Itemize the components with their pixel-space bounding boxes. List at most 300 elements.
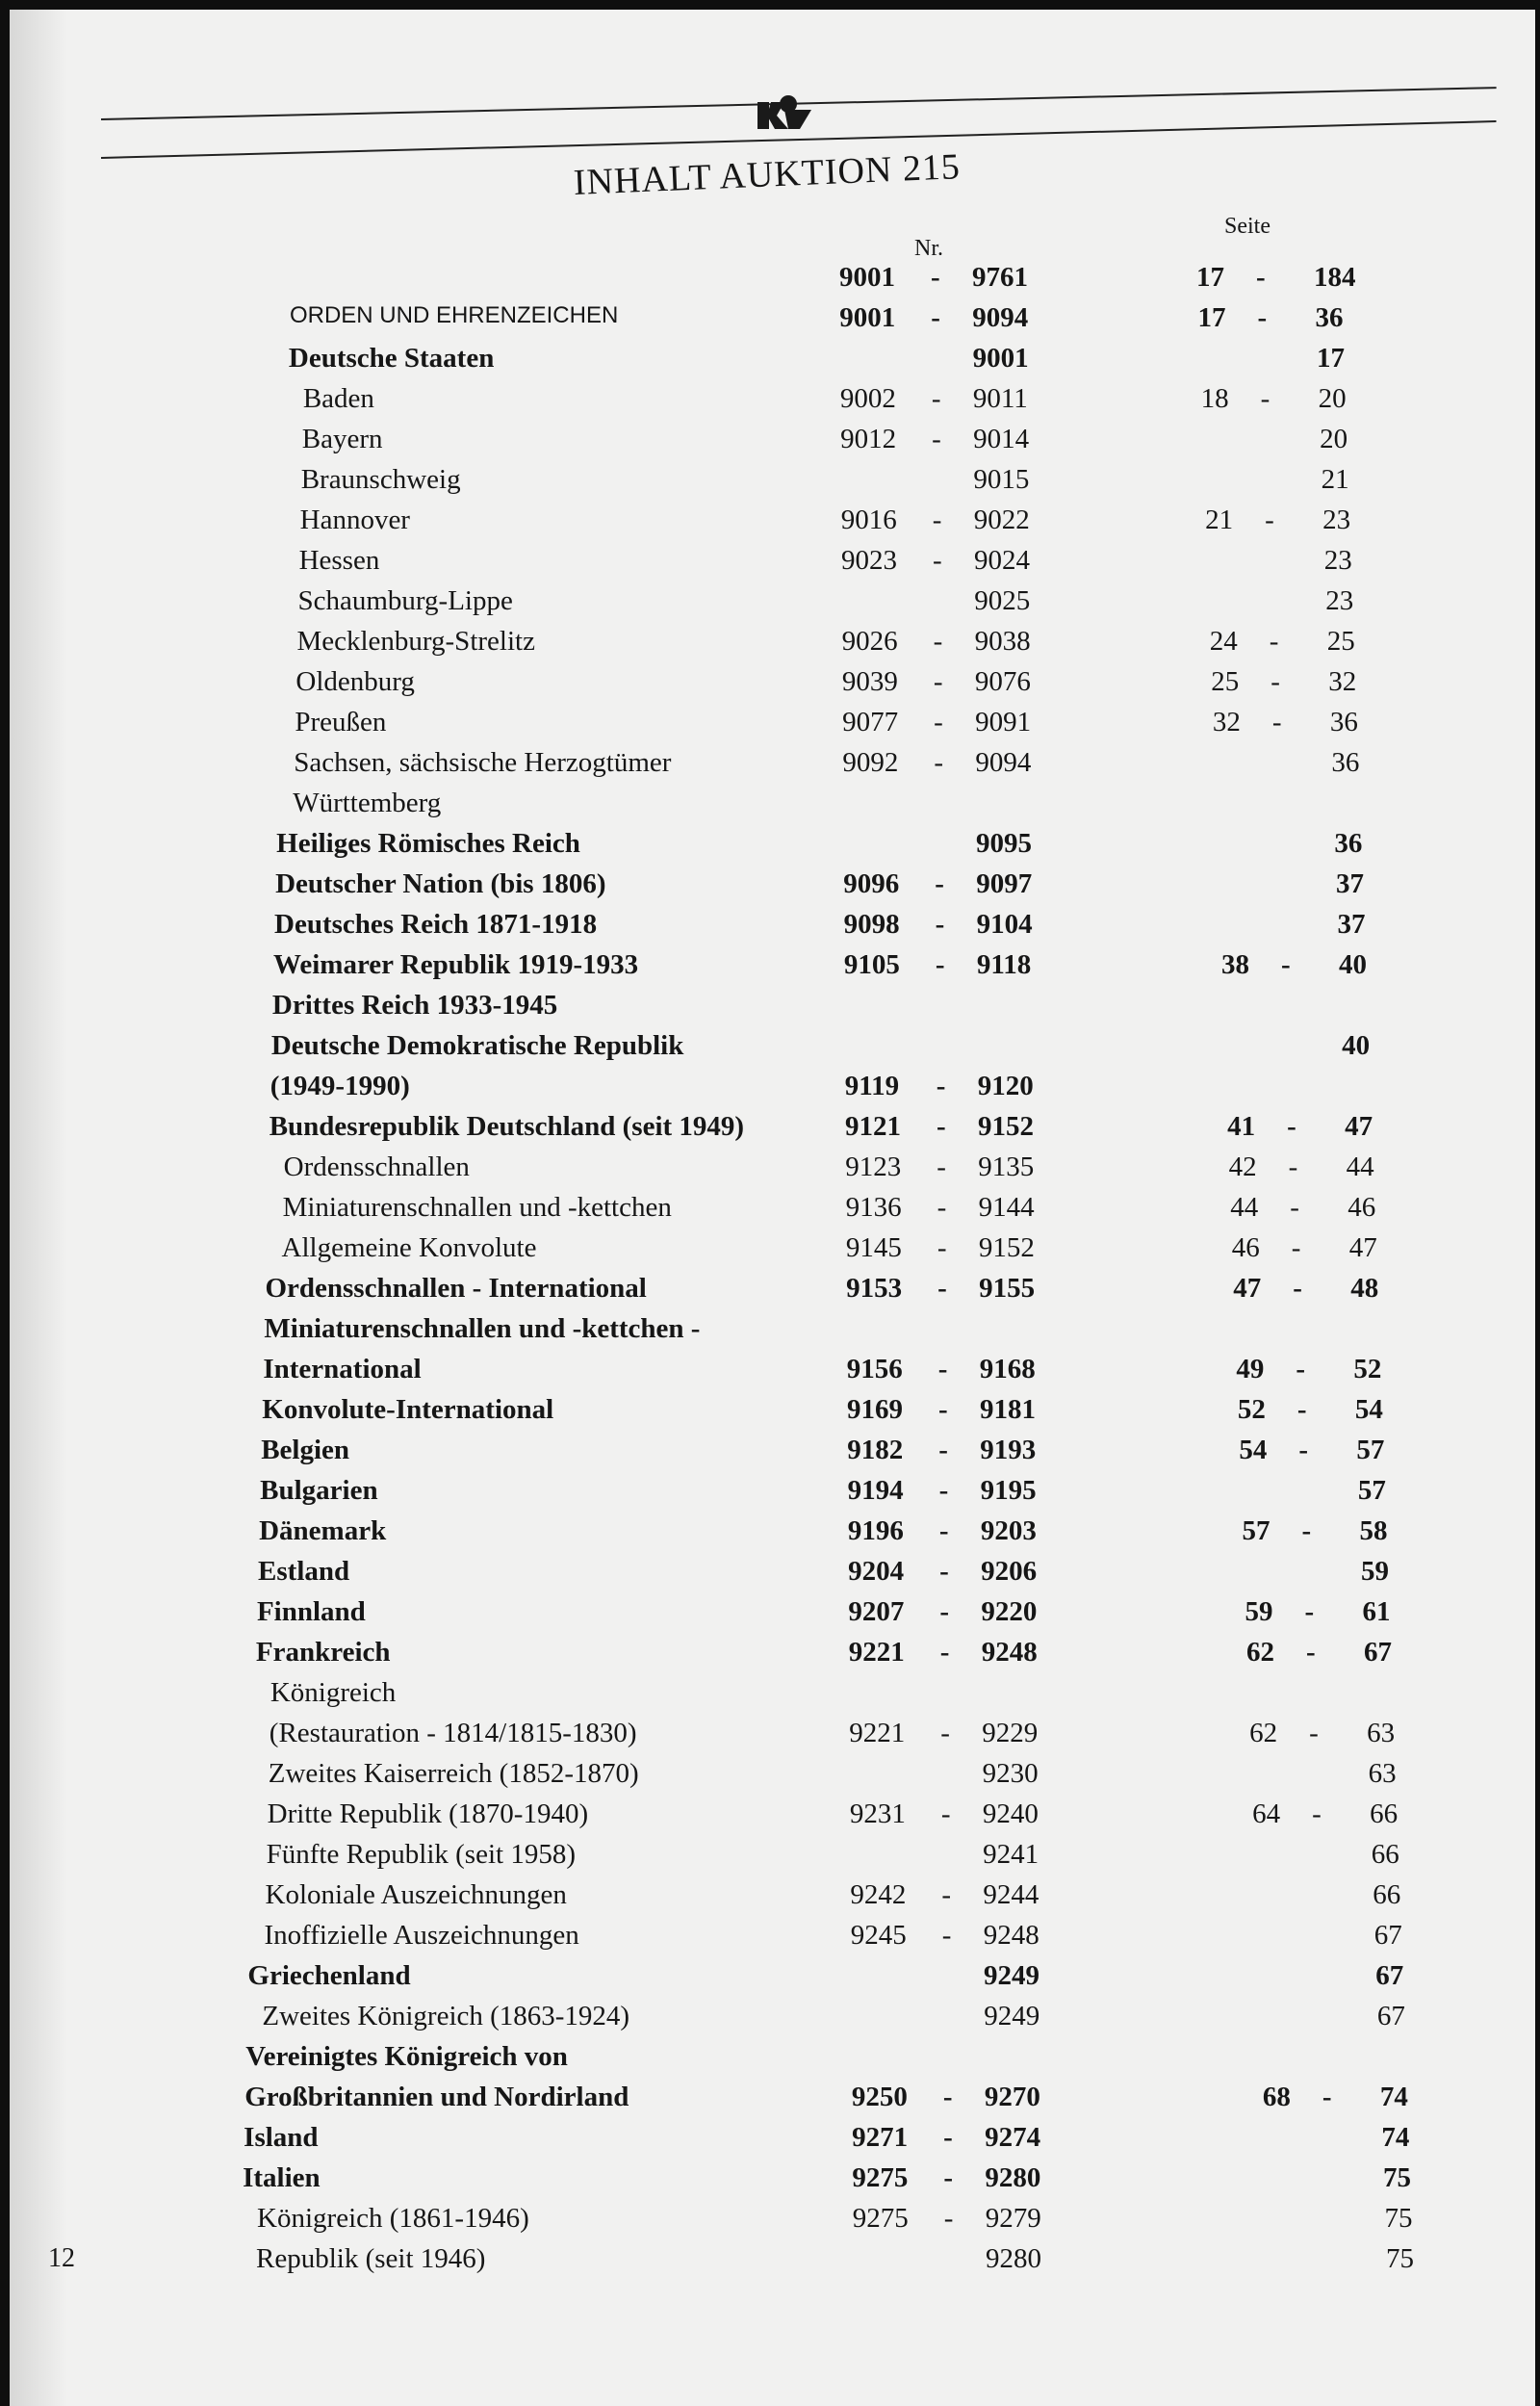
lot-number-to: 9076	[974, 666, 1031, 697]
lot-number-to: 9270	[984, 2082, 1040, 2112]
lot-number-to: 9097	[976, 868, 1033, 899]
range-dash: -	[1293, 1273, 1302, 1304]
range-dash: -	[940, 1798, 951, 1829]
page-from: 41	[1227, 1111, 1256, 1142]
toc-entry-label: Hessen	[298, 545, 380, 576]
lot-number-to: 9249	[984, 2001, 1040, 2031]
toc-entry-label: Preußen	[295, 707, 387, 737]
lot-number-to: 9280	[985, 2162, 1041, 2193]
toc-row	[10, 1920, 1535, 1958]
toc-entry-label: Mecklenburg-Strelitz	[296, 626, 535, 657]
range-dash: -	[933, 666, 943, 697]
page-to: 17	[1317, 343, 1346, 374]
lot-number-to: 9195	[980, 1475, 1037, 1506]
page-from: 62	[1249, 1718, 1278, 1748]
lot-number-to: 9022	[973, 504, 1030, 535]
page-to: 63	[1367, 1718, 1396, 1748]
toc-row	[10, 1758, 1535, 1797]
page-to: 46	[1348, 1192, 1376, 1223]
range-dash: -	[932, 424, 941, 454]
toc-entry-label: Ordensschnallen	[283, 1151, 470, 1182]
page-to: 59	[1360, 1556, 1389, 1587]
toc-row	[10, 383, 1535, 422]
lot-number-to: 9091	[975, 707, 1032, 737]
lot-number-to: 9203	[980, 1515, 1037, 1546]
page-from: 17	[1197, 302, 1226, 333]
page-to: 67	[1364, 1637, 1393, 1668]
lot-number-from: 9194	[847, 1475, 904, 1506]
toc-entry-label: Schaumburg-Lippe	[297, 585, 513, 616]
page-from: 62	[1246, 1637, 1275, 1668]
page-to: 57	[1357, 1475, 1386, 1506]
range-dash: -	[937, 1192, 947, 1223]
page-from: 44	[1230, 1192, 1259, 1223]
toc-row	[10, 2243, 1535, 2282]
toc-row	[10, 1515, 1535, 1554]
range-dash: -	[1306, 1637, 1316, 1668]
lot-number-from: 9092	[842, 747, 899, 778]
page-from: 24	[1209, 626, 1238, 657]
toc-entry-label: Finnland	[256, 1596, 366, 1627]
page-to: 75	[1384, 2203, 1413, 2234]
page-to: 58	[1359, 1515, 1388, 1546]
toc-entry-label: (1949-1990)	[270, 1071, 410, 1101]
range-dash: -	[933, 545, 942, 576]
lot-number-from: 9221	[849, 1718, 906, 1748]
range-dash: -	[1260, 383, 1270, 414]
range-dash: -	[1271, 707, 1282, 737]
range-dash: -	[937, 1232, 947, 1263]
page-from: 18	[1200, 383, 1229, 414]
lot-number-to: 9206	[981, 1556, 1038, 1587]
page-number: 12	[48, 2243, 75, 2273]
lot-number-to: 9193	[980, 1435, 1037, 1465]
range-dash: -	[931, 383, 941, 414]
page-to: 66	[1371, 1839, 1399, 1870]
lot-number-to: 9229	[982, 1718, 1039, 1748]
page-to: 66	[1370, 1798, 1399, 1829]
lot-number-from: 9136	[845, 1192, 902, 1223]
toc-entry-label: Miniaturenschnallen und -kettchen -	[264, 1313, 701, 1344]
page-from: 42	[1228, 1151, 1257, 1182]
toc-row	[10, 909, 1535, 947]
toc-row	[10, 1232, 1535, 1271]
lot-number-from: 9207	[848, 1596, 905, 1627]
toc-entry-label: Dänemark	[259, 1515, 387, 1546]
toc-row	[10, 707, 1535, 745]
page-to: 52	[1353, 1354, 1382, 1384]
page-from: 17	[1196, 262, 1224, 293]
page-to: 67	[1375, 1960, 1404, 1991]
publisher-logo-icon	[756, 92, 815, 131]
toc-entry-label: Drittes Reich 1933-1945	[271, 990, 558, 1021]
lot-number-to: 9094	[975, 747, 1032, 778]
lot-number-from: 9039	[841, 666, 898, 697]
lot-number-to: 9274	[985, 2122, 1041, 2153]
lot-number-to: 9135	[978, 1151, 1035, 1182]
lot-number-from: 9242	[850, 1879, 907, 1910]
lot-number-from: 9182	[847, 1435, 904, 1465]
page-from: 21	[1205, 504, 1234, 535]
lot-number-from: 9016	[840, 504, 897, 535]
lot-number-to: 9011	[972, 383, 1028, 414]
range-dash: -	[940, 1718, 950, 1748]
page-title: INHALT AUKTION 215	[573, 146, 962, 203]
page-to: 40	[1339, 949, 1368, 980]
lot-number-to: 9220	[981, 1596, 1038, 1627]
lot-number-from: 9001	[839, 262, 895, 293]
toc-row	[10, 2041, 1535, 2080]
toc-row	[10, 2203, 1535, 2241]
toc-entry-label: Deutsche Demokratische Republik	[270, 1030, 684, 1061]
lot-number-from: 9153	[846, 1273, 903, 1304]
toc-row	[10, 545, 1535, 583]
page-to: 20	[1320, 424, 1348, 454]
page-from: 57	[1242, 1515, 1270, 1546]
range-dash: -	[938, 1475, 949, 1506]
range-dash: -	[937, 1273, 947, 1304]
lot-number-from: 9196	[847, 1515, 904, 1546]
toc-entry-label: Koloniale Auszeichnungen	[265, 1879, 567, 1910]
toc-row	[10, 2162, 1535, 2201]
toc-row	[10, 747, 1535, 786]
lot-number-to: 9248	[983, 1920, 1040, 1951]
toc-row	[10, 1192, 1535, 1230]
lot-number-to: 9001	[972, 343, 1029, 374]
toc-entry-label: Italien	[243, 2162, 321, 2193]
page-to: 25	[1326, 626, 1355, 657]
toc-row	[10, 1960, 1535, 1999]
lot-number-to: 9244	[983, 1879, 1040, 1910]
lot-number-from: 9231	[849, 1798, 906, 1829]
toc-entry-label: Heiliges Römisches Reich	[276, 828, 580, 859]
toc-entry-label: International	[263, 1354, 422, 1384]
lot-number-to: 9280	[986, 2243, 1041, 2274]
toc-row	[10, 2001, 1535, 2039]
toc-entry-label: Belgien	[261, 1435, 350, 1465]
toc-row	[10, 1111, 1535, 1150]
lot-number-to: 9095	[976, 828, 1032, 859]
range-dash: -	[1312, 1798, 1322, 1829]
page-from: 46	[1231, 1232, 1260, 1263]
toc-row	[10, 1637, 1535, 1675]
page-from: 54	[1239, 1435, 1268, 1465]
toc-row	[10, 626, 1535, 664]
toc-row	[10, 1718, 1535, 1756]
range-dash: -	[938, 1394, 948, 1425]
toc-row	[10, 302, 1535, 341]
toc-row	[10, 1596, 1535, 1635]
page-from: 38	[1221, 949, 1250, 980]
toc-entry-label: Braunschweig	[300, 464, 461, 495]
range-dash: -	[933, 626, 943, 657]
toc-entry-label: Bundesrepublik Deutschland (seit 1949)	[269, 1111, 745, 1142]
page-to: 44	[1346, 1151, 1374, 1182]
range-dash: -	[936, 1071, 946, 1101]
toc-entry-label: Miniaturenschnallen und -kettchen	[282, 1192, 672, 1223]
page-to: 32	[1328, 666, 1357, 697]
page-to: 37	[1335, 868, 1364, 899]
page-to: 21	[1321, 464, 1349, 495]
page-to: 23	[1322, 504, 1351, 535]
nr-column-header: Nr.	[914, 236, 943, 261]
range-dash: -	[943, 2122, 953, 2153]
range-dash: -	[931, 302, 940, 333]
lot-number-to: 9038	[974, 626, 1031, 657]
lot-number-to: 9241	[983, 1839, 1040, 1870]
page-from: 25	[1211, 666, 1240, 697]
page-to: 63	[1368, 1758, 1397, 1789]
page-to: 61	[1362, 1596, 1391, 1627]
toc-entry-label: Bayern	[301, 424, 383, 454]
range-dash: -	[1291, 1232, 1301, 1263]
lot-number-from: 9121	[845, 1111, 901, 1142]
lot-number-to: 9144	[978, 1192, 1035, 1223]
toc-entry-label: Fünfte Republik (seit 1958)	[266, 1839, 576, 1870]
toc-entry-label: Frankreich	[255, 1637, 391, 1668]
lot-number-to: 9015	[973, 464, 1030, 495]
lot-number-from: 9204	[848, 1556, 905, 1587]
lot-number-from: 9002	[839, 383, 896, 414]
toc-row	[10, 949, 1535, 988]
toc-entry-label: Königreich	[270, 1677, 397, 1708]
toc-row	[10, 1030, 1535, 1069]
range-dash: -	[1256, 262, 1266, 293]
lot-number-to: 9152	[978, 1232, 1035, 1263]
lot-number-from: 9012	[840, 424, 897, 454]
lot-number-from: 9221	[848, 1637, 905, 1668]
page-to: 36	[1334, 828, 1363, 859]
toc-row	[10, 2122, 1535, 2160]
lot-number-from: 9156	[846, 1354, 903, 1384]
toc-row	[10, 1879, 1535, 1918]
page-to: 67	[1376, 2001, 1405, 2031]
lot-number-from: 9001	[839, 302, 896, 333]
page-to: 36	[1329, 707, 1358, 737]
page-to: 74	[1381, 2122, 1410, 2153]
lot-number-to: 9104	[976, 909, 1033, 940]
page-from: 68	[1262, 2082, 1291, 2112]
lot-number-to: 9279	[985, 2203, 1041, 2234]
toc-entry-label: Griechenland	[247, 1960, 411, 1991]
page-to: 40	[1342, 1030, 1371, 1061]
lot-number-to: 9249	[984, 1960, 1040, 1991]
range-dash: -	[1281, 949, 1291, 980]
lot-number-to: 9014	[973, 424, 1030, 454]
range-dash: -	[937, 1151, 946, 1182]
range-dash: -	[932, 504, 942, 535]
range-dash: -	[1287, 1111, 1296, 1142]
page-to: 57	[1356, 1435, 1385, 1465]
toc-row	[10, 1313, 1535, 1352]
toc-row	[10, 1354, 1535, 1392]
page-to: 75	[1382, 2162, 1411, 2193]
page-to: 47	[1345, 1111, 1373, 1142]
range-dash: -	[939, 1637, 950, 1668]
toc-row	[10, 2082, 1535, 2120]
toc-row	[10, 1475, 1535, 1513]
range-dash: -	[942, 2082, 953, 2112]
range-dash: -	[1309, 1718, 1319, 1748]
page-to: 67	[1373, 1920, 1402, 1951]
range-dash: -	[1296, 1394, 1307, 1425]
toc-entry-label: Deutsche Staaten	[288, 343, 495, 374]
toc-row	[10, 828, 1535, 867]
lot-number-to: 9152	[978, 1111, 1034, 1142]
toc-entry-label: Großbritannien und Nordirland	[244, 2082, 629, 2112]
range-dash: -	[1288, 1151, 1298, 1182]
toc-row	[10, 262, 1535, 300]
toc-entry-label: Deutsches Reich 1871-1918	[274, 909, 598, 940]
toc-entry-label: Bulgarien	[260, 1475, 378, 1506]
toc-entry-label: Ordensschnallen - International	[265, 1273, 647, 1304]
lot-number-from: 9271	[852, 2122, 909, 2153]
range-dash: -	[935, 868, 944, 899]
range-dash: -	[938, 1515, 949, 1546]
range-dash: -	[1322, 2082, 1332, 2112]
range-dash: -	[943, 2162, 954, 2193]
range-dash: -	[931, 262, 940, 293]
seite-column-header: Seite	[1224, 214, 1270, 239]
toc-entry-label: Deutscher Nation (bis 1806)	[275, 868, 606, 899]
page-from: 49	[1236, 1354, 1265, 1384]
toc-entry-label: Dritte Republik (1870-1940)	[267, 1798, 589, 1829]
toc-entry-label: ORDEN UND EHRENZEICHEN	[289, 302, 619, 328]
toc-row	[10, 1071, 1535, 1109]
toc-entry-label: Vereinigtes Königreich von	[245, 2041, 568, 2072]
page-to: 23	[1325, 585, 1354, 616]
range-dash: -	[937, 1354, 948, 1384]
range-dash: -	[1301, 1515, 1312, 1546]
lot-number-from: 9105	[843, 949, 900, 980]
toc-entry-label: Sachsen, sächsische Herzogtümer	[294, 747, 672, 778]
lot-number-to: 9120	[977, 1071, 1034, 1101]
lot-number-to: 9240	[982, 1798, 1039, 1829]
page-to: 47	[1348, 1232, 1377, 1263]
toc-row	[10, 1435, 1535, 1473]
range-dash: -	[935, 909, 945, 940]
lot-number-from: 9077	[842, 707, 899, 737]
lot-number-to: 9094	[972, 302, 1029, 333]
range-dash: -	[941, 1920, 952, 1951]
range-dash: -	[1298, 1435, 1309, 1465]
toc-row	[10, 1273, 1535, 1311]
lot-number-to: 9024	[974, 545, 1030, 576]
toc-entry-label: Königreich (1861-1946)	[257, 2203, 529, 2234]
range-dash: -	[934, 747, 944, 778]
toc-row	[10, 424, 1535, 462]
lot-number-from: 9275	[852, 2203, 909, 2234]
page-from: 52	[1237, 1394, 1266, 1425]
lot-number-to: 9761	[972, 262, 1028, 293]
page-to: 36	[1315, 302, 1344, 333]
toc-entry-label: Zweites Kaiserreich (1852-1870)	[268, 1758, 639, 1789]
toc-row	[10, 1839, 1535, 1877]
toc-entry-label: Baden	[302, 383, 374, 414]
toc-entry-label: Hannover	[299, 504, 410, 535]
lot-number-to: 9181	[980, 1394, 1036, 1425]
range-dash: -	[934, 707, 943, 737]
toc-row	[10, 1677, 1535, 1716]
page-to: 184	[1314, 262, 1356, 293]
toc-row	[10, 1798, 1535, 1837]
lot-number-to: 9025	[974, 585, 1031, 616]
toc-entry-label: Zweites Königreich (1863-1924)	[262, 2001, 630, 2031]
range-dash: -	[939, 1556, 949, 1587]
toc-row	[10, 585, 1535, 624]
page-to: 36	[1331, 747, 1360, 778]
toc-row	[10, 868, 1535, 907]
range-dash: -	[937, 1111, 946, 1142]
lot-number-from: 9098	[843, 909, 900, 940]
page-from: 59	[1245, 1596, 1273, 1627]
range-dash: -	[1270, 666, 1280, 697]
toc-entry-label: Allgemeine Konvolute	[281, 1232, 537, 1263]
toc-row	[10, 343, 1535, 381]
lot-number-from: 9096	[843, 868, 900, 899]
range-dash: -	[1296, 1354, 1305, 1384]
toc-row	[10, 788, 1535, 826]
lot-number-from: 9245	[850, 1920, 907, 1951]
toc-row	[10, 990, 1535, 1028]
page-from: 47	[1233, 1273, 1262, 1304]
toc-entry-label: Island	[244, 2122, 319, 2153]
range-dash: -	[938, 1435, 948, 1465]
toc-entry-label: (Restauration - 1814/1815-1830)	[269, 1718, 637, 1748]
lot-number-to: 9168	[979, 1354, 1036, 1384]
lot-number-to: 9230	[982, 1758, 1039, 1789]
page-to: 48	[1350, 1273, 1379, 1304]
lot-number-from: 9145	[845, 1232, 902, 1263]
page-from: 64	[1252, 1798, 1281, 1829]
catalog-page	[10, 10, 1535, 2406]
lot-number-from: 9123	[845, 1151, 902, 1182]
page-to: 20	[1318, 383, 1347, 414]
toc-entry-label: Oldenburg	[295, 666, 415, 697]
lot-number-from: 9275	[852, 2162, 909, 2193]
range-dash: -	[1290, 1192, 1299, 1223]
lot-number-to: 9248	[981, 1637, 1038, 1668]
toc-entry-label: Konvolute-International	[262, 1394, 554, 1425]
toc-row	[10, 666, 1535, 705]
toc-row	[10, 1151, 1535, 1190]
toc-row	[10, 1394, 1535, 1433]
page-to: 23	[1323, 545, 1352, 576]
range-dash: -	[1257, 302, 1268, 333]
range-dash: -	[939, 1596, 950, 1627]
lot-number-from: 9026	[841, 626, 898, 657]
page-to: 66	[1373, 1879, 1401, 1910]
toc-entry-label: Inoffizielle Auszeichnungen	[264, 1920, 579, 1951]
range-dash: -	[1265, 504, 1274, 535]
lot-number-from: 9119	[844, 1071, 900, 1101]
toc-entry-label: Republik (seit 1946)	[256, 2243, 486, 2274]
range-dash: -	[941, 1879, 952, 1910]
lot-number-from: 9023	[841, 545, 897, 576]
page-to: 37	[1337, 909, 1366, 940]
page-to: 75	[1386, 2243, 1414, 2274]
range-dash: -	[1304, 1596, 1315, 1627]
lot-number-from: 9169	[847, 1394, 903, 1425]
page-from: 32	[1212, 707, 1241, 737]
range-dash: -	[1269, 626, 1279, 657]
toc-row	[10, 464, 1535, 503]
toc-entry-label: Württemberg	[293, 788, 442, 818]
lot-number-from: 9250	[851, 2082, 908, 2112]
range-dash: -	[935, 949, 945, 980]
page-to: 54	[1354, 1394, 1383, 1425]
toc-row	[10, 504, 1535, 543]
